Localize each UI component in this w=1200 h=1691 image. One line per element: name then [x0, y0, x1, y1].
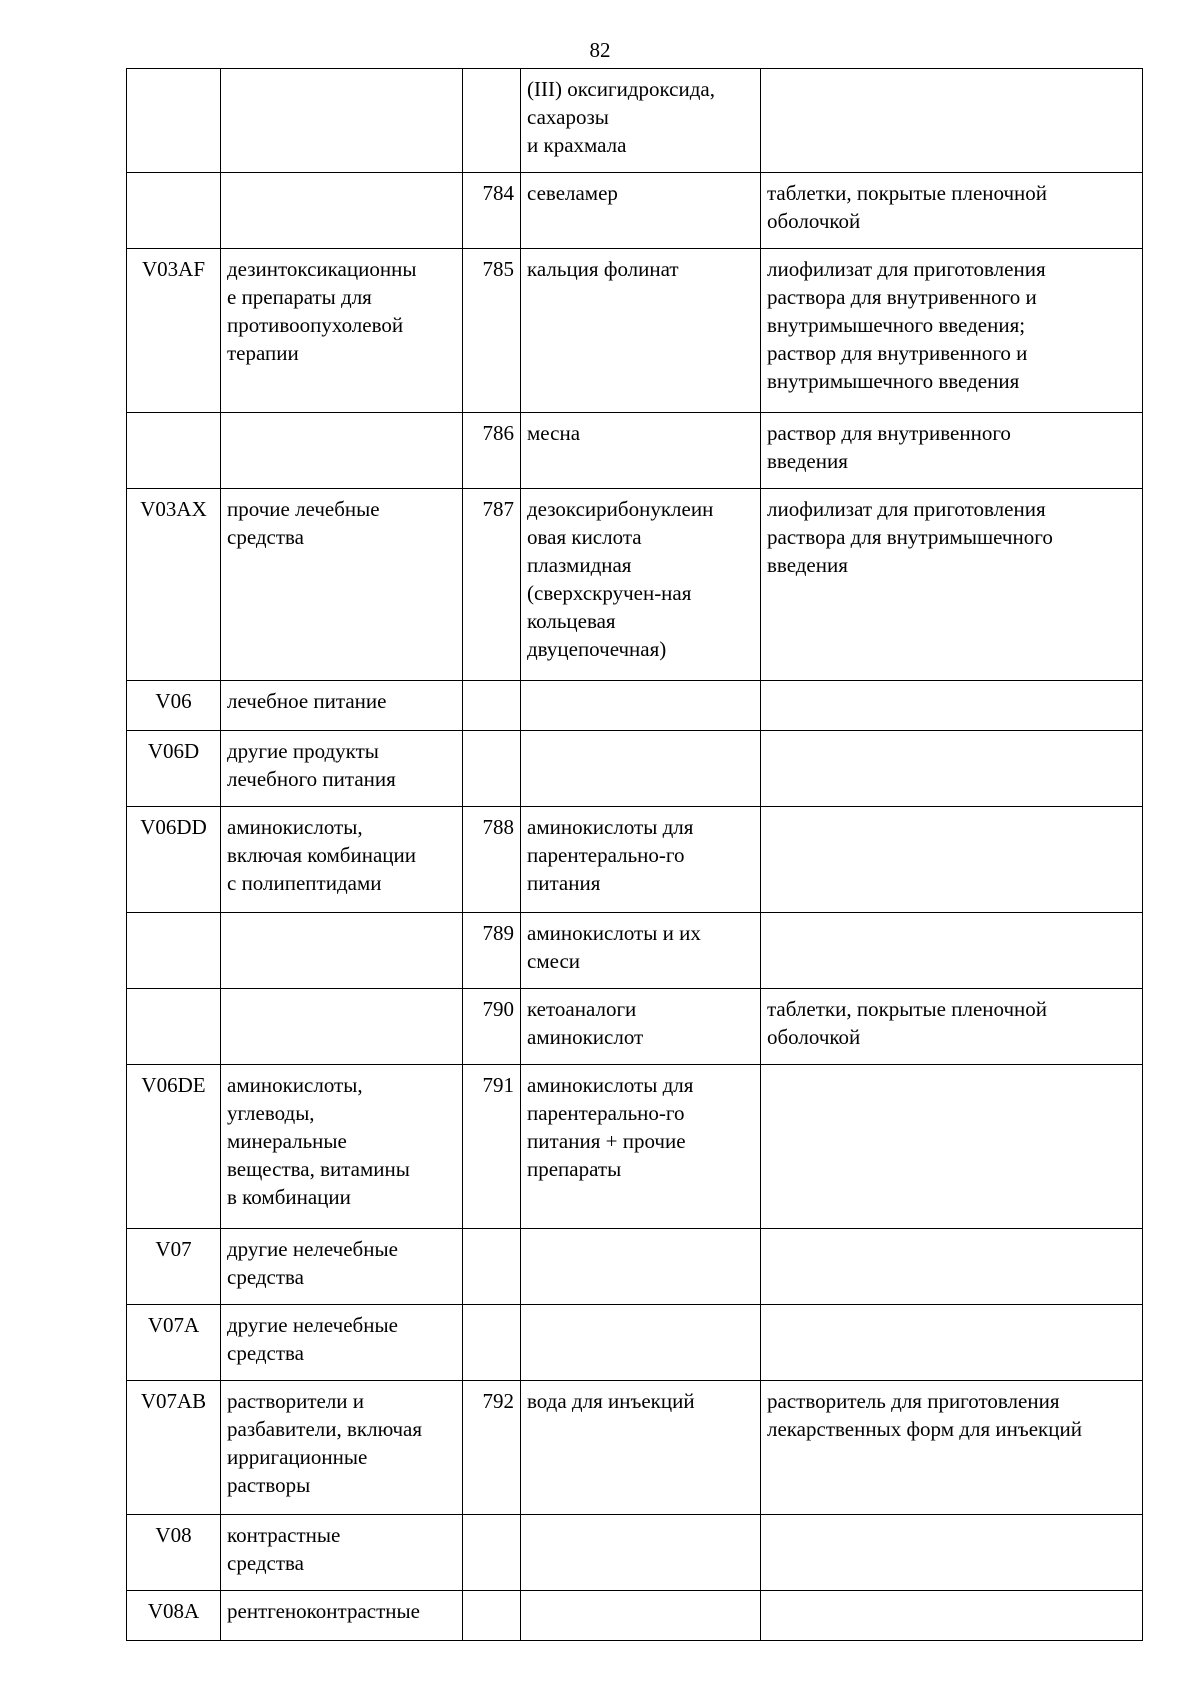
drug-name-cell	[521, 1515, 761, 1591]
cell-line: в комбинации	[227, 1185, 351, 1209]
cell-line: месна	[527, 421, 581, 445]
atc-code-cell	[127, 989, 221, 1065]
atc-code-cell	[127, 1229, 221, 1305]
cell-line: лиофилизат для приготовления	[767, 257, 1046, 281]
atc-code-cell	[127, 1381, 221, 1515]
cell-text: V06D	[147, 739, 200, 763]
cell-text: V06DD	[140, 815, 207, 839]
table-row	[127, 1381, 1143, 1515]
cell-line: рентгеноконтрастные	[227, 1599, 420, 1623]
drug-name-cell	[521, 413, 761, 489]
atc-code-cell	[127, 1065, 221, 1229]
cell-line: лечебное питание	[227, 689, 387, 713]
cell-line: раствора для внутримышечного	[767, 525, 1053, 549]
dosage-form-cell	[761, 681, 1143, 731]
dosage-form-cell	[761, 989, 1143, 1065]
page-number: 82	[589, 38, 611, 62]
cell-line: е препараты для	[227, 285, 372, 309]
drug-name-cell	[521, 681, 761, 731]
anatomical-group-cell	[221, 1515, 463, 1591]
atc-code-cell	[127, 489, 221, 681]
cell-line: смеси	[527, 949, 581, 973]
cell-line: ирригационные	[227, 1445, 368, 1469]
atc-code-cell	[127, 69, 221, 173]
cell-line: углеводы,	[227, 1101, 315, 1125]
anatomical-group-cell	[221, 731, 463, 807]
cell-line: таблетки, покрытые пленочной	[767, 181, 1048, 205]
cell-text: V08	[155, 1523, 192, 1547]
cell-line: аминокислоты,	[227, 1073, 363, 1097]
drug-name-cell	[521, 69, 761, 173]
table-row	[127, 413, 1143, 489]
row-number-cell	[463, 1591, 521, 1641]
cell-line: оболочкой	[767, 209, 861, 233]
drug-name-cell	[521, 731, 761, 807]
table-row	[127, 807, 1143, 913]
dosage-form-cell	[761, 1591, 1143, 1641]
cell-line: двуцепочечная)	[527, 637, 667, 661]
row-number-cell	[463, 913, 521, 989]
cell-line: плазмидная	[527, 553, 632, 577]
drug-name-cell	[521, 1065, 761, 1229]
cell-line: другие нелечебные	[227, 1313, 398, 1337]
atc-code-cell	[127, 173, 221, 249]
cell-line: питания	[527, 871, 601, 895]
row-number-cell	[463, 1065, 521, 1229]
cell-line: таблетки, покрытые пленочной	[767, 997, 1048, 1021]
cell-line: терапии	[227, 341, 299, 365]
anatomical-group-cell	[221, 1065, 463, 1229]
atc-code-cell	[127, 413, 221, 489]
anatomical-group-cell	[221, 913, 463, 989]
dosage-form-cell	[761, 489, 1143, 681]
cell-text: 788	[482, 815, 514, 839]
table-row	[127, 1515, 1143, 1591]
atc-code-cell	[127, 1591, 221, 1641]
anatomical-group-cell	[221, 989, 463, 1065]
cell-line: кетоаналоги	[527, 997, 637, 1021]
cell-text: 789	[482, 921, 514, 945]
cell-text: 792	[482, 1389, 514, 1413]
cell-line: минеральные	[227, 1129, 347, 1153]
cell-line: внутримышечного введения;	[767, 313, 1026, 337]
cell-line: раствор для внутривенного	[767, 421, 1011, 445]
cell-line: лиофилизат для приготовления	[767, 497, 1046, 521]
cell-line: аминокислоты для	[527, 1073, 694, 1097]
atc-code-cell	[127, 681, 221, 731]
drug-name-cell	[521, 249, 761, 413]
cell-text: 791	[482, 1073, 514, 1097]
anatomical-group-cell	[221, 1305, 463, 1381]
cell-line: и крахмала	[527, 133, 627, 157]
atc-code-cell	[127, 731, 221, 807]
cell-text: 787	[482, 497, 514, 521]
cell-line: лекарственных форм для инъекций	[767, 1417, 1082, 1441]
drug-name-cell	[521, 173, 761, 249]
dosage-form-cell	[761, 413, 1143, 489]
cell-line: (III) оксигидроксида,	[527, 77, 715, 101]
cell-line: кольцевая	[527, 609, 616, 633]
anatomical-group-cell	[221, 173, 463, 249]
atc-code-cell	[127, 1515, 221, 1591]
row-number-cell	[463, 731, 521, 807]
table-row	[127, 989, 1143, 1065]
cell-text: V03AX	[140, 497, 207, 521]
dosage-form-cell	[761, 1065, 1143, 1229]
cell-line: включая комбинации	[227, 843, 416, 867]
cell-line: средства	[227, 1265, 305, 1289]
cell-line: дезоксирибонуклеин	[527, 497, 714, 521]
cell-line: средства	[227, 525, 305, 549]
cell-text: V07	[155, 1237, 192, 1261]
table-row	[127, 249, 1143, 413]
row-number-cell	[463, 173, 521, 249]
cell-line: овая кислота	[527, 525, 642, 549]
dosage-form-cell	[761, 807, 1143, 913]
row-number-cell	[463, 249, 521, 413]
cell-line: введения	[767, 553, 848, 577]
cell-line: парентерально-го	[527, 843, 685, 867]
cell-line: кальция фолинат	[527, 257, 679, 281]
row-number-cell	[463, 69, 521, 173]
drug-name-cell	[521, 489, 761, 681]
table-row	[127, 1305, 1143, 1381]
cell-text: 784	[482, 181, 514, 205]
table-row	[127, 69, 1143, 173]
cell-line: питания + прочие	[527, 1129, 686, 1153]
cell-line: вода для инъекций	[527, 1389, 695, 1413]
cell-line: вещества, витамины	[227, 1157, 410, 1181]
row-number-cell	[463, 1305, 521, 1381]
dosage-form-cell	[761, 1381, 1143, 1515]
cell-line: севеламер	[527, 181, 618, 205]
atc-code-cell	[127, 1305, 221, 1381]
row-number-cell	[463, 1229, 521, 1305]
cell-line: другие продукты	[227, 739, 379, 763]
cell-line: аминокислоты,	[227, 815, 363, 839]
cell-line: парентерально-го	[527, 1101, 685, 1125]
cell-text: 786	[482, 421, 514, 445]
dosage-form-cell	[761, 913, 1143, 989]
anatomical-group-cell	[221, 1381, 463, 1515]
anatomical-group-cell	[221, 413, 463, 489]
cell-line: (сверхскручен-ная	[527, 581, 692, 605]
cell-line: с полипептидами	[227, 871, 382, 895]
anatomical-group-cell	[221, 249, 463, 413]
table-row	[127, 173, 1143, 249]
cell-text: V08A	[147, 1599, 200, 1623]
row-number-cell	[463, 681, 521, 731]
drug-name-cell	[521, 1591, 761, 1641]
cell-line: растворители и	[227, 1389, 365, 1413]
drug-name-cell	[521, 807, 761, 913]
cell-line: препараты	[527, 1157, 622, 1181]
cell-line: дезинтоксикационны	[227, 257, 417, 281]
cell-line: раствор для внутривенного и	[767, 341, 1028, 365]
cell-text: V06DE	[141, 1073, 206, 1097]
dosage-form-cell	[761, 69, 1143, 173]
dosage-form-cell	[761, 1305, 1143, 1381]
anatomical-group-cell	[221, 69, 463, 173]
table-row	[127, 1229, 1143, 1305]
atc-code-cell	[127, 913, 221, 989]
cell-line: оболочкой	[767, 1025, 861, 1049]
row-number-cell	[463, 989, 521, 1065]
cell-text: V07AB	[140, 1389, 207, 1413]
cell-text: 790	[482, 997, 514, 1021]
drug-name-cell	[521, 1381, 761, 1515]
table-row	[127, 913, 1143, 989]
table-row	[127, 681, 1143, 731]
cell-line: разбавители, включая	[227, 1417, 423, 1441]
anatomical-group-cell	[221, 807, 463, 913]
anatomical-group-cell	[221, 1591, 463, 1641]
cell-line: контрастные	[227, 1523, 341, 1547]
cell-line: растворы	[227, 1473, 311, 1497]
dosage-form-cell	[761, 731, 1143, 807]
dosage-form-cell	[761, 249, 1143, 413]
anatomical-group-cell	[221, 681, 463, 731]
row-number-cell	[463, 1381, 521, 1515]
drug-name-cell	[521, 1229, 761, 1305]
cell-line: аминокислоты и их	[527, 921, 701, 945]
cell-line: растворитель для приготовления	[767, 1389, 1060, 1413]
atc-code-cell	[127, 807, 221, 913]
drug-name-cell	[521, 913, 761, 989]
cell-line: средства	[227, 1551, 305, 1575]
drug-name-cell	[521, 1305, 761, 1381]
atc-code-cell	[127, 249, 221, 413]
table-row	[127, 731, 1143, 807]
table-row	[127, 489, 1143, 681]
cell-line: аминокислоты для	[527, 815, 694, 839]
row-number-cell	[463, 413, 521, 489]
dosage-form-cell	[761, 1229, 1143, 1305]
table-row	[127, 1591, 1143, 1641]
cell-line: лечебного питания	[227, 767, 396, 791]
cell-line: другие нелечебные	[227, 1237, 398, 1261]
cell-text: 785	[482, 257, 514, 281]
drug-name-cell	[521, 989, 761, 1065]
anatomical-group-cell	[221, 1229, 463, 1305]
table-row	[127, 1065, 1143, 1229]
cell-text: V03AF	[141, 257, 205, 281]
table-body	[127, 69, 1143, 1641]
cell-line: введения	[767, 449, 848, 473]
cell-line: внутримышечного введения	[767, 369, 1020, 393]
cell-line: аминокислот	[527, 1025, 644, 1049]
cell-line: раствора для внутривенного и	[767, 285, 1037, 309]
cell-line: прочие лечебные	[227, 497, 380, 521]
cell-line: сахарозы	[527, 105, 609, 129]
dosage-form-cell	[761, 1515, 1143, 1591]
anatomical-group-cell	[221, 489, 463, 681]
cell-line: средства	[227, 1341, 305, 1365]
cell-text: V07A	[147, 1313, 200, 1337]
drug-list-table	[126, 68, 1143, 1641]
cell-text: V06	[155, 689, 192, 713]
dosage-form-cell	[761, 173, 1143, 249]
row-number-cell	[463, 1515, 521, 1591]
row-number-cell	[463, 807, 521, 913]
row-number-cell	[463, 489, 521, 681]
cell-line: противоопухолевой	[227, 313, 404, 337]
